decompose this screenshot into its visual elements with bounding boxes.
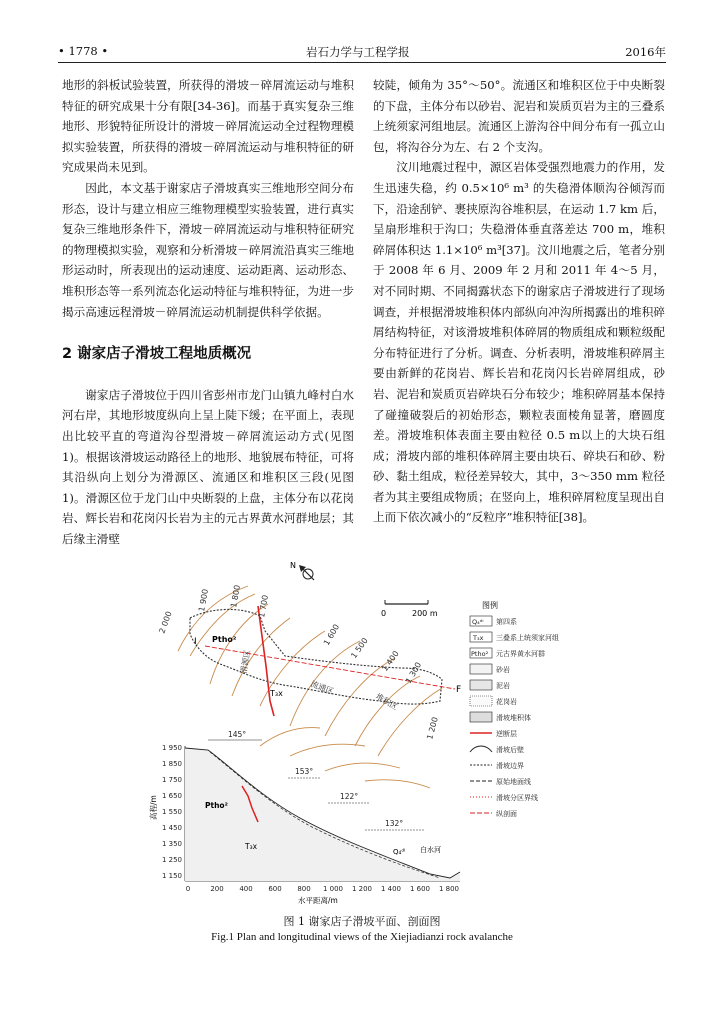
legend-title: 图例 bbox=[482, 601, 498, 610]
legend-entry: 滑坡堆积体 bbox=[496, 714, 531, 722]
right-paragraph-2: 汶川地震过程中，源区岩体受强烈地震力的作用，发生迅速失稳，约 0.5×10⁶ m³ 的失稳滑体顺沟谷倾泻而下，沿途刮铲、裹挟原沟谷堆积层，在运动 1.7 km 后，呈扇形堆积于沟口；失稳滑体垂直落差达 700 m，堆积碎屑体积达 1.1×10⁶ m³[37]。汶川地震之后，笔者分别于 2008 年 6 月、2009 年 2 月和 2011 年 4～5 月，对不同时期、不同揭露状态下的谢家店子滑坡进行了现场调查，并根据滑坡堆积体内部纵向冲沟所揭露出的堆积碎屑结构特征，对该滑坡堆积体碎屑的物质组成和颗粒级配分布特征进行了分析。调查、分析表明，滑坡堆积碎屑主要由新鲜的花岗岩、辉长岩和花岗闪长岩碎屑组成，砂岩、泥岩和炭质页岩碎块石分布较少；堆积碎屑基本保持了碰撞破裂后的初始形态，颗粒表面棱角显著，磨圆度差。滑坡堆积体表面主要由粒径 0.5 m以上的大块石组成；滑坡内部的堆积体碎屑主要由块石、碎块石和砂、粉砂、黏土组成，粒径差异较大，其中，3～350 mm 粒径者为其主要组成物质；在竖向上，堆积碎屑粒度呈现出自上而下依次减小的“反粒序”堆积特征[38]。 bbox=[373, 160, 665, 525]
north-label: N bbox=[290, 561, 296, 570]
x-tick: 0 bbox=[185, 885, 191, 893]
y-tick: 1 550 bbox=[161, 808, 182, 816]
figure-graphic bbox=[150, 556, 640, 906]
legend bbox=[470, 600, 559, 818]
y-tick: 1 950 bbox=[161, 744, 182, 752]
contour-label: 1 200 bbox=[425, 716, 440, 741]
north-arrow bbox=[290, 561, 314, 580]
section-unit-label: Ptho² bbox=[205, 801, 228, 810]
profile-start-label: I bbox=[194, 637, 197, 647]
contour-label: 1 400 bbox=[380, 649, 401, 674]
slope-angle: 145° bbox=[228, 730, 247, 739]
left-paragraph-3: 谢家店子滑坡位于四川省彭州市龙门山镇九峰村白水河右岸，其地形坡度纵向上呈上陡下缓；在平面上，表现出比较平直的弯道沟谷型滑坡－碎屑流运动方式(见图 1)。根据该滑坡运动路径上的地形、地貌展布特征，可将其沿纵向上划分为滑源区、流通区和堆积区三段(见图 1)。滑源区位于龙门山中央断裂的上盘，主体分布以花岗岩、辉长岩和花岗闪长岩为主的元古界黄水河群地层；其后缘主滑壁 bbox=[62, 387, 354, 546]
x-tick: 200 bbox=[210, 885, 224, 893]
contour-label: 1 900 bbox=[197, 588, 210, 613]
x-tick: 1 200 bbox=[351, 885, 373, 893]
x-tick: 1 400 bbox=[380, 885, 402, 893]
legend-code: Ptho² bbox=[471, 650, 489, 658]
contour-label: 1 700 bbox=[257, 594, 270, 619]
scale-bar bbox=[381, 600, 438, 618]
contour-label: 2 000 bbox=[157, 610, 174, 635]
fault-line bbox=[258, 606, 274, 716]
y-tick: 1 450 bbox=[161, 824, 182, 832]
river-label: 白水河 bbox=[420, 846, 441, 854]
legend-entry: 滑坡后壁 bbox=[496, 746, 524, 754]
left-paragraph-1: 地形的斜板试验装置，所获得的滑坡－碎屑流运动与堆积特征的研究成果十分有限[34-36]。而基于真实复杂三维地形、形貌特征所设计的滑坡－碎屑流运动全过程物理模拟实验装置，所获得的滑坡－碎屑流运动与堆积特征的研究成果尚未见到。 bbox=[62, 78, 354, 175]
contour-label: 1 600 bbox=[321, 622, 342, 647]
year: 2016年 bbox=[625, 45, 666, 59]
y-tick: 1 350 bbox=[161, 840, 182, 848]
contour-label: 1 300 bbox=[403, 660, 424, 685]
x-tick: 1 800 bbox=[438, 885, 460, 893]
y-axis-label: 高程/m bbox=[149, 795, 158, 820]
section-unit-label: Q₄ᵈˡ bbox=[393, 848, 406, 856]
scale-zero: 0 bbox=[381, 609, 387, 618]
zone-labels bbox=[238, 649, 400, 712]
legend-entry: 逆断层 bbox=[496, 730, 517, 738]
legend-entry: 三叠系上统须家河组 bbox=[496, 634, 559, 642]
journal-title: 岩石力学与工程学报 bbox=[306, 45, 410, 59]
legend-entry: 原始地面线 bbox=[496, 778, 531, 786]
x-tick: 800 bbox=[297, 885, 311, 893]
legend-entry: 泥岩 bbox=[496, 682, 510, 690]
legend-entry: 纵剖面 bbox=[496, 810, 517, 818]
zone-label: 流通区 bbox=[309, 679, 335, 697]
legend-entry: 花岗岩 bbox=[496, 698, 517, 706]
left-paragraph-2: 因此，本文基于谢家店子滑坡真实三维地形空间分布形态，设计与建立相应三维物理模型实验装置，进行真实复杂三维地形条件下，滑坡－碎屑流运动与堆积特征研究的物理模拟实验，观察和分析滑坡－碎屑流沿真实三维地形运动时，所表现出的运动速度、运动距离、运动形态、堆积形态等一系列流态化运动特征与堆积特征，为进一步揭示高速远程滑坡－碎屑流运动机制提供科学依据。 bbox=[62, 180, 354, 319]
legend-entry: 元古界黄水河群 bbox=[496, 650, 545, 658]
contour-label: 1 500 bbox=[349, 636, 370, 661]
slope-angle: 153° bbox=[295, 767, 314, 776]
slope-angle: 122° bbox=[340, 792, 359, 801]
terrain-fill bbox=[185, 748, 460, 881]
scale-length: 200 m bbox=[412, 609, 438, 618]
figure-caption-cn: 图 1 谢家店子滑坡平面、剖面图 bbox=[283, 915, 441, 928]
map-unit-label: Ptho² bbox=[212, 635, 237, 644]
section-unit-label: T₃x bbox=[245, 842, 258, 851]
right-paragraph-1: 较陡，倾角为 35°～50°。流通区和堆积区位于中央断裂的下盘，主体分布以砂岩、泥岩和炭质页岩为主的三叠系上统须家河组地层。流通区上游沟谷中间分布有一孤立山包，将沟谷分为左、右 2 个支沟。 bbox=[373, 78, 665, 154]
map-unit-label: T₃x bbox=[270, 689, 283, 698]
page-number: • 1778 • bbox=[58, 44, 109, 58]
x-tick: 400 bbox=[239, 885, 253, 893]
y-tick: 1 150 bbox=[161, 872, 182, 880]
x-tick: 600 bbox=[268, 885, 282, 893]
header-rule bbox=[58, 62, 666, 63]
legend-entry: 砂岩 bbox=[496, 666, 510, 674]
x-axis-label: 水平距离/m bbox=[298, 896, 338, 905]
left-column bbox=[62, 75, 354, 549]
slope-angle: 132° bbox=[385, 819, 404, 828]
contour-label: 1 800 bbox=[229, 584, 242, 609]
figure-1 bbox=[150, 556, 640, 906]
profile-end-label: F bbox=[456, 685, 462, 695]
y-tick: 1 750 bbox=[161, 776, 182, 784]
x-tick: 1 600 bbox=[409, 885, 431, 893]
legend-entry: 滑坡分区界线 bbox=[496, 794, 538, 802]
cross-section bbox=[148, 730, 460, 905]
right-column bbox=[373, 75, 665, 528]
y-tick: 1 850 bbox=[161, 760, 182, 768]
section-heading: 2 谢家店子滑坡工程地质概况 bbox=[62, 346, 252, 363]
legend-entry: 第四系 bbox=[496, 618, 517, 626]
zone-label: 堆积区 bbox=[374, 691, 400, 712]
legend-entry: 滑坡边界 bbox=[496, 762, 524, 770]
y-tick: 1 250 bbox=[161, 856, 182, 864]
y-tick: 1 650 bbox=[161, 792, 182, 800]
legend-code: Q₄ᵈˡ bbox=[472, 618, 484, 626]
zone-label: 滑源区 bbox=[239, 649, 253, 675]
legend-code: T₃x bbox=[473, 634, 484, 642]
figure-caption-en: Fig.1 Plan and longitudinal views of the Xiejiadianzi rock avalanche bbox=[211, 931, 513, 943]
x-tick: 1 000 bbox=[322, 885, 344, 893]
